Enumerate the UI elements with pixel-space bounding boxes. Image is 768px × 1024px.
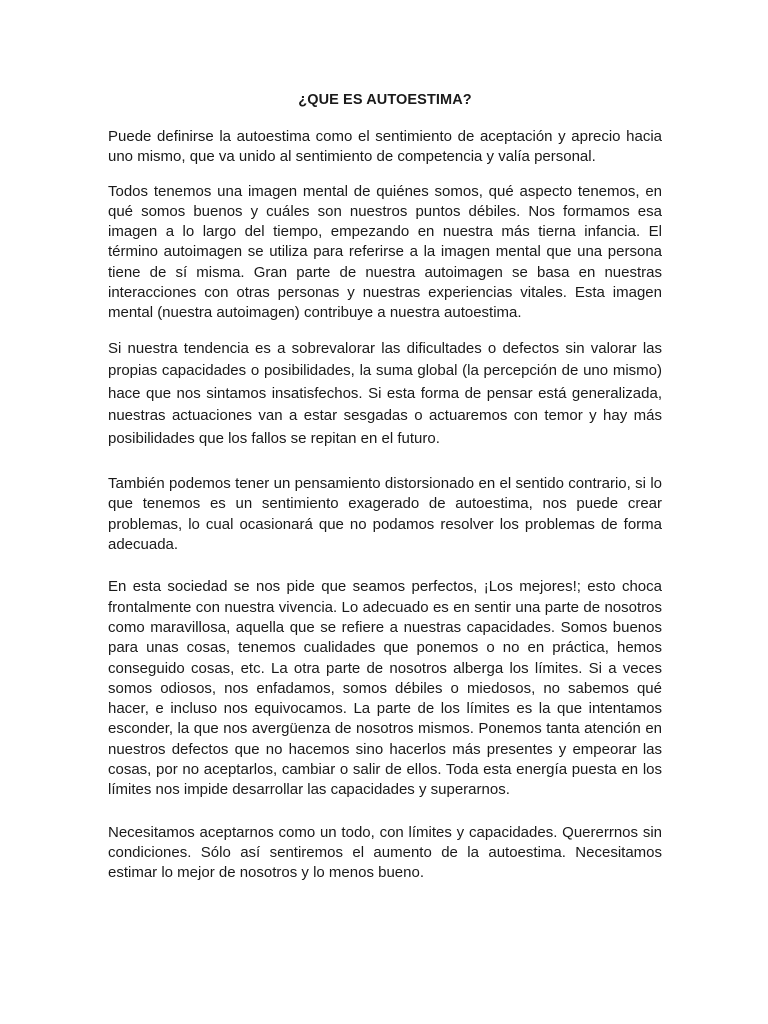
paragraph-self-image: Todos tenemos una imagen mental de quiénes somos, qué aspecto tenemos, en qué somos buenos y cuáles son nuestros puntos débiles. Nos formamos esa imagen a lo largo del tiempo, empezando en nuestra más tierna infancia. El término autoimagen se utiliza para referirse a la imagen mental que una persona tiene de sí misma. Gran parte de nuestra autoimagen se basa en nuestras interacciones con otras personas y nuestras experiencias vitales. Esta imagen mental (nuestra autoimagen) contribuye a nuestra autoestima. (108, 182, 662, 322)
document-page (108, 92, 662, 884)
document-title: ¿QUE ES AUTOESTIMA? (298, 92, 472, 108)
paragraph-overvaluing-difficulties: Si nuestra tendencia es a sobrevalorar las dificultades o defectos sin valorar las propias capacidades o posibilidades, la suma global (la percepción de uno mismo) hace que nos sintamos insatisfechos. Si esta forma de pensar está generalizada, nuestras actuaciones van a estar sesgadas o actuaremos con temor y hay más posibilidades que los fallos se repitan en el futuro. (108, 339, 662, 447)
paragraph-accept-ourselves: Necesitamos aceptarnos como un todo, con límites y capacidades. Quererrnos sin condiciones. Sólo así sentiremos el aumento de la autoestima. Necesitamos estimar lo mejor de nosotros y lo menos bueno. (108, 823, 662, 882)
paragraph-definition: Puede definirse la autoestima como el sentimiento de aceptación y aprecio hacia uno mismo, que va unido al sentimiento de competencia y valía personal. (108, 128, 662, 166)
paragraph-society-perfection: En esta sociedad se nos pide que seamos perfectos, ¡Los mejores!; esto choca frontalmente con nuestra vivencia. Lo adecuado es en sentir una parte de nosotros como maravillosa, aquella que se refiere a nuestras capacidades. Somos buenos para unas cosas, tenemos cualidades que ponemos o no en práctica, hemos conseguido cosas, etc. La otra parte de nosotros alberga los límites. Si a veces somos odiosos, nos enfadamos, somos débiles o miedosos, no sabemos qué hacer, e incluso nos equivocamos. La parte de los límites es la que intentamos esconder, la que nos avergüenza de nosotros mismos. Ponemos tanta atención en nuestros defectos que no hacemos sino hacerlos más presentes y empeorar las cosas, por no aceptarlos, cambiar o salir de ellos. Toda esta energía puesta en los límites nos impide desarrollar las capacidades y superarnos. (108, 578, 662, 799)
paragraph-distorted-thinking: También podemos tener un pensamiento distorsionado en el sentido contrario, si lo que tenemos es un sentimiento exagerado de autoestima, nos puede crear problemas, lo cual ocasionará que no podamos resolver los problemas de forma adecuada. (108, 475, 662, 554)
